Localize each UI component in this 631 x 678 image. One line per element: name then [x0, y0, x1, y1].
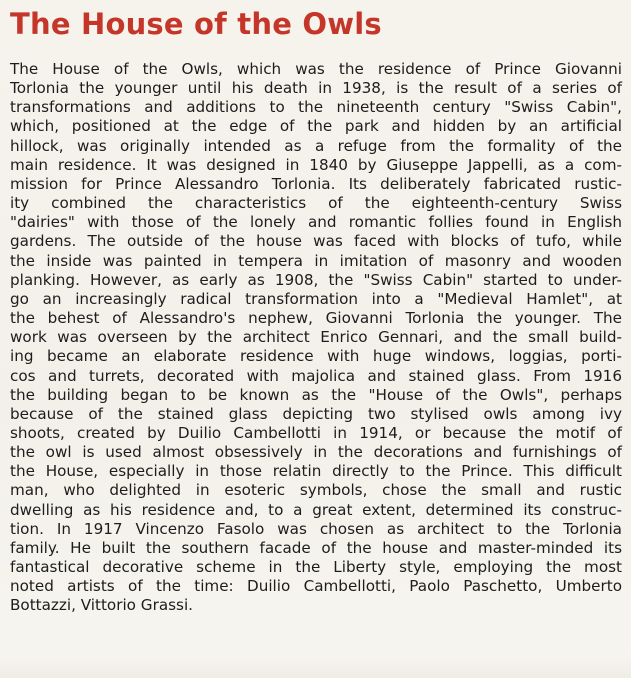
- text-line: which, positioned at the edge of the park and hidden by an artificial: [10, 117, 622, 136]
- page-bottom-edge: [0, 655, 631, 678]
- text-line: dwelling as his residence and, to a great extent, determined its construc-: [10, 500, 622, 519]
- text-line: planking. However, as early as 1908, the "Swiss Cabin" started to under-: [10, 270, 622, 289]
- text-line: the House, especially in those relatin directly to the Prince. This difficult: [10, 462, 622, 481]
- text-line: the behest of Alessandro's nephew, Giovanni Torlonia the younger. The: [10, 309, 622, 328]
- text-line: ing became an elaborate residence with huge windows, loggias, porti-: [10, 347, 622, 366]
- text-line: the building began to be known as the "House of the Owls", perhaps: [10, 385, 622, 404]
- text-line: work was overseen by the architect Enrico Gennari, and the small build-: [10, 328, 622, 347]
- text-line: The House of the Owls, which was the residence of Prince Giovanni: [10, 60, 622, 78]
- text-line: noted artists of the time: Duilio Cambellotti, Paolo Paschetto, Umberto: [10, 577, 622, 596]
- text-line: the owl is used almost obsessively in the decorations and furnishings of: [10, 443, 622, 462]
- text-line: "dairies" with those of the lonely and romantic follies found in English: [10, 213, 622, 232]
- page-title: The House of the Owls: [10, 7, 382, 41]
- text-line: hillock, was originally intended as a refuge from the formality of the: [10, 136, 622, 155]
- text-line: transformations and additions to the nineteenth century "Swiss Cabin",: [10, 98, 622, 117]
- text-line: shoots, created by Duilio Cambellotti in 1914, or because the motif of: [10, 423, 622, 442]
- text-line: mission for Prince Alessandro Torlonia. Its deliberately fabricated rustic-: [10, 174, 622, 193]
- text-line: man, who delighted in esoteric symbols, chose the small and rustic: [10, 481, 622, 500]
- text-line: the inside was painted in tempera in imitation of masonry and wooden: [10, 251, 622, 270]
- text-line: ity combined the characteristics of the eighteenth-century Swiss: [10, 194, 622, 213]
- text-line: gardens. The outside of the house was faced with blocks of tufo, while: [10, 232, 622, 251]
- text-line: Torlonia the younger until his death in 1938, is the result of a series of: [10, 79, 622, 98]
- text-line: fantastical decorative scheme in the Liberty style, employing the most: [10, 558, 622, 577]
- article-body: [10, 60, 622, 616]
- text-line: go an increasingly radical transformation into a "Medieval Hamlet", at: [10, 289, 622, 308]
- text-line: cos and turrets, decorated with majolica and stained glass. From 1916: [10, 366, 622, 385]
- text-line: main residence. It was designed in 1840 by Giuseppe Jappelli, as a com-: [10, 155, 622, 174]
- text-line: Bottazzi, Vittorio Grassi.: [10, 596, 193, 615]
- text-line: tion. In 1917 Vincenzo Fasolo was chosen as architect to the Torlonia: [10, 519, 622, 538]
- text-line: family. He built the southern facade of the house and master-minded its: [10, 538, 622, 557]
- text-line: because of the stained glass depicting two stylised owls among ivy: [10, 404, 622, 423]
